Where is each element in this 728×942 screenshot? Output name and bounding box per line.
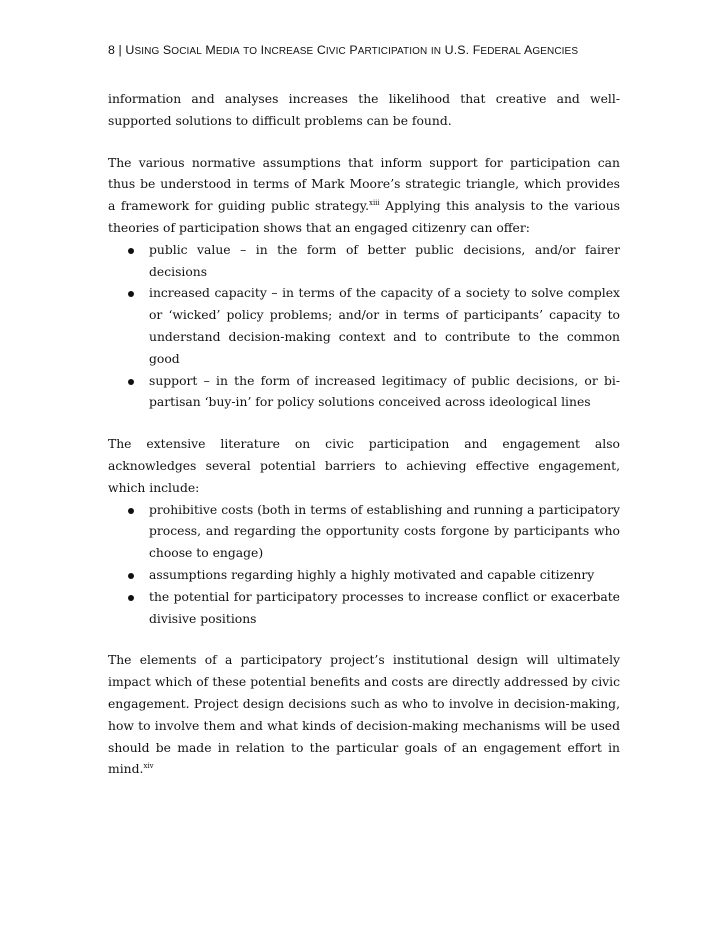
- barriers-list: [108, 500, 620, 631]
- paragraph-2-text-continued: Applying this analysis to the various theories of participation shows that an engaged citizenry can offer:: [108, 199, 620, 235]
- list-item: public value – in the form of better public decisions, and/or fairer decisions: [108, 240, 620, 284]
- header-title: USING SOCIAL MEDIA TO INCREASE CIVIC PARTICIPATION IN U.S. FEDERAL AGENCIES: [125, 43, 579, 57]
- list-item: assumptions regarding highly a highly motivated and capable citizenry: [108, 565, 620, 587]
- paragraph-4-text: The elements of a participatory project’s institutional design will ultimately impact which of these potential benefits and costs are directly addressed by civic engagement. Project design decisions such as who to involve in decision-making, how to involve them and what kinds of decision-making mechanisms will be used should be made in relation to the particular goals of an engagement effort in mind.: [108, 653, 620, 777]
- page-number: 8: [108, 43, 115, 57]
- paragraph-1: information and analyses increases the likelihood that creative and well-supported solutions to difficult problems can be found.: [108, 92, 620, 128]
- list-item: increased capacity – in terms of the capacity of a society to solve complex or ‘wicked’ policy problems; and/or in terms of participants’ capacity to understand decision-making context and to contribute to the common good: [108, 283, 620, 370]
- paragraph-2-text: The various normative assumptions that inform support for participation can thus be understood in terms of Mark Moore’s strategic triangle, which provides a framework for guiding public strategy.: [108, 155, 620, 214]
- paragraph-2: [108, 153, 620, 240]
- body-text: [108, 89, 620, 781]
- endnote-marker: xiii: [369, 199, 380, 208]
- header-separator: |: [118, 43, 122, 57]
- list-item: prohibitive costs (both in terms of establishing and running a participatory process, and regarding the opportunity costs forgone by participants who choose to engage): [108, 500, 620, 565]
- list-item: the potential for participatory processes to increase conflict or exacerbate divisive positions: [108, 587, 620, 631]
- list-item: support – in the form of increased legitimacy of public decisions, or bi-partisan ‘buy-in’ for policy solutions conceived across ideological lines: [108, 371, 620, 415]
- paragraph-4: [108, 650, 620, 781]
- benefits-list: [108, 240, 620, 414]
- document-page: [108, 40, 620, 781]
- paragraph-3: The extensive literature on civic participation and engagement also acknowledges several potential barriers to achieving effective engagement, which include:: [108, 437, 620, 495]
- endnote-marker: xiv: [143, 762, 154, 771]
- running-header: [108, 40, 620, 60]
